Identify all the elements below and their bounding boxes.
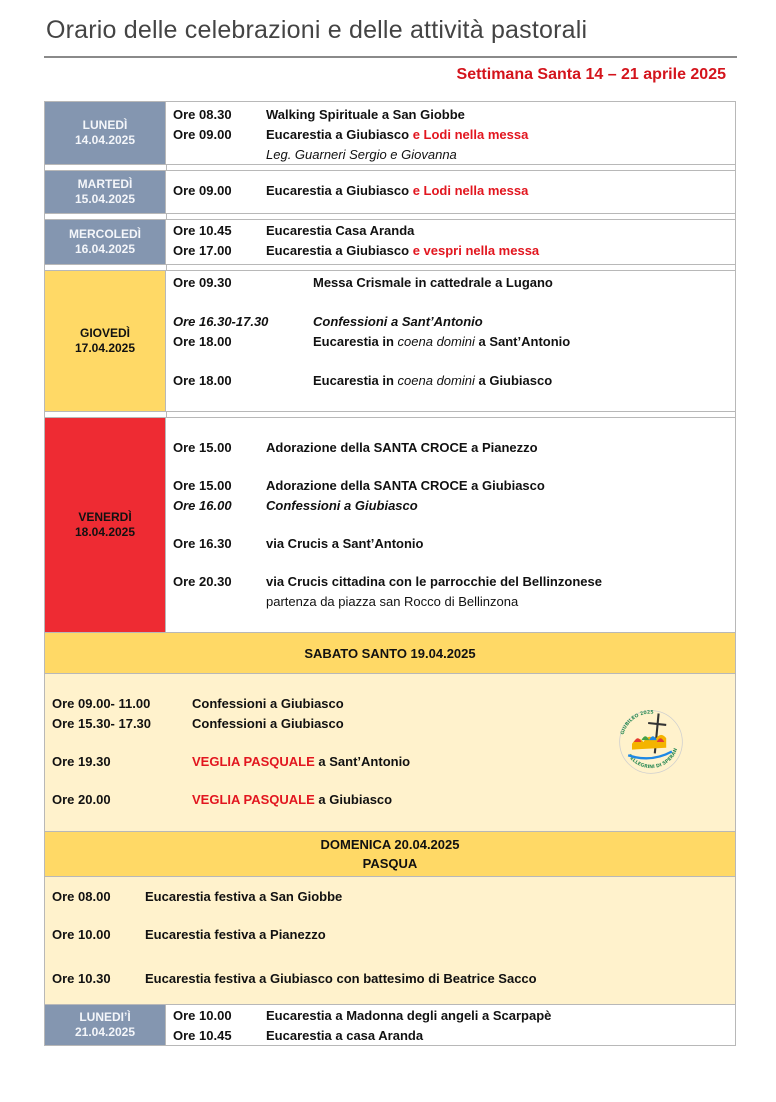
saturday-heading-cell [44, 632, 736, 673]
event-time: Ore 08.00 [52, 889, 111, 904]
event-desc-highlight: e Lodi nella messa [409, 127, 529, 142]
sunday-heading: DOMENICA 20.04.2025 [320, 837, 460, 852]
event-desc: Eucarestia festiva a Pianezzo [145, 927, 326, 942]
event-row [173, 1026, 735, 1046]
day-cell-thursday [45, 271, 165, 411]
event-row [173, 241, 735, 261]
title-divider [44, 56, 737, 58]
event-note: partenza da piazza san Rocco di Bellinzona [266, 594, 519, 609]
event-time: Ore 20.00 [52, 792, 111, 807]
event-row [173, 534, 735, 554]
event-desc: via Crucis a Sant’Antonio [266, 536, 424, 551]
event-row [173, 592, 735, 612]
event-row [52, 925, 326, 945]
day-date: 18.04.2025 [74, 525, 136, 539]
week-subtitle: Settimana Santa 14 – 21 aprile 2025 [456, 66, 726, 83]
event-desc-part: a Sant’Antonio [474, 334, 571, 349]
event-desc: Adorazione della SANTA CROCE a Pianezzo [266, 440, 538, 455]
event-desc: Eucarestia Casa Aranda [266, 223, 415, 238]
event-desc: Adorazione della SANTA CROCE a Giubiasco [266, 478, 545, 493]
event-desc: Eucarestia a casa Aranda [266, 1028, 424, 1043]
event-row [173, 476, 735, 496]
event-desc-italic: coena domini [397, 334, 475, 349]
day-row-friday [44, 417, 736, 632]
event-row [52, 969, 537, 989]
event-desc [266, 181, 735, 201]
event-desc [266, 125, 735, 145]
event-desc: Confessioni a Giubiasco [266, 498, 418, 513]
event-desc [192, 752, 410, 772]
event-desc: via Crucis cittadina con le parrocchie del Bellinzonese [266, 574, 602, 589]
day-date: 14.04.2025 [74, 133, 136, 147]
event-desc: Confessioni a Sant’Antonio [313, 314, 483, 329]
events-tuesday [165, 171, 735, 213]
day-name: MARTEDÌ [77, 177, 133, 191]
schedule-table [44, 101, 736, 1046]
event-row [173, 273, 735, 293]
event-desc-italic: coena domini [397, 373, 475, 388]
event-row [173, 181, 735, 201]
event-time: Ore 09.30 [173, 275, 232, 290]
events-friday [165, 418, 735, 632]
event-time: Ore 10.00 [52, 927, 111, 942]
event-desc: Walking Spirituale a San Giobbe [266, 107, 465, 122]
day-date: 16.04.2025 [74, 242, 136, 256]
event-desc-highlight: VEGLIA PASQUALE [192, 754, 315, 769]
event-row [173, 572, 735, 592]
event-row [173, 496, 735, 516]
event-row [173, 312, 735, 332]
event-desc [192, 790, 392, 810]
day-row-monday [44, 101, 736, 164]
event-note: Leg. Guarneri Sergio e Giovanna [266, 147, 457, 162]
event-desc-highlight: e Lodi nella messa [409, 183, 529, 198]
events-wednesday [165, 220, 735, 264]
event-row [173, 125, 735, 145]
event-row [173, 221, 735, 241]
day-row-thursday [44, 270, 736, 411]
event-desc-main: Eucarestia a Giubiasco [266, 243, 410, 258]
event-desc-highlight: e vespri nella messa [409, 243, 540, 258]
event-time: Ore 18.00 [173, 373, 232, 388]
day-name: LUNEDI’Ì [79, 1010, 131, 1024]
day-row-tuesday [44, 170, 736, 213]
event-desc-highlight: VEGLIA PASQUALE [192, 792, 315, 807]
day-date: 15.04.2025 [74, 192, 136, 206]
event-time: Ore 08.30 [173, 107, 232, 122]
event-time: Ore 16.30 [173, 536, 232, 551]
day-name: MERCOLEDÌ [69, 227, 141, 241]
day-cell-monday [45, 102, 165, 164]
event-time: Ore 15.00 [173, 478, 232, 493]
event-desc [313, 332, 735, 352]
event-desc: Confessioni a Giubiasco [192, 696, 344, 711]
event-desc-part: Eucarestia in [313, 334, 398, 349]
day-cell-easter-monday [45, 1005, 165, 1045]
events-thursday [165, 271, 735, 411]
event-row [52, 887, 342, 907]
event-time: Ore 10.30 [52, 971, 111, 986]
event-desc: Eucarestia festiva a Giubiasco con battesimo di Beatrice Sacco [145, 971, 537, 986]
day-row-easter-monday [44, 1004, 736, 1046]
event-time: Ore 16.00 [173, 498, 232, 513]
event-desc-main: a Sant’Antonio [314, 754, 411, 769]
event-row [52, 790, 392, 810]
event-row [173, 438, 735, 458]
event-row [173, 371, 735, 391]
event-time: Ore 18.00 [173, 334, 232, 349]
event-row [173, 332, 735, 352]
logo-text-bottom: PELLEGRINI DI SPERAN [626, 747, 680, 771]
day-cell-friday [45, 418, 165, 632]
events-monday [165, 102, 735, 164]
event-time: Ore 17.00 [173, 243, 232, 258]
sunday-heading-cell [44, 831, 736, 876]
event-time: Ore 10.45 [173, 1028, 232, 1043]
event-desc-main: Eucarestia a Giubiasco [266, 127, 410, 142]
event-time: Ore 16.30-17.30 [173, 314, 269, 329]
event-time: Ore 10.00 [173, 1008, 232, 1023]
event-time: Ore 15.00 [173, 440, 232, 455]
event-time: Ore 10.45 [173, 223, 232, 238]
day-name: VENERDÌ [78, 510, 132, 524]
events-easter-monday [165, 1005, 735, 1045]
saturday-events [44, 673, 736, 831]
day-date: 21.04.2025 [74, 1025, 136, 1039]
day-row-wednesday [44, 219, 736, 264]
event-row [173, 1006, 735, 1026]
event-row [52, 752, 410, 772]
day-name: GIOVEDÌ [79, 326, 130, 340]
event-desc-part: Eucarestia in [313, 373, 398, 388]
day-name: LUNEDÌ [82, 118, 128, 132]
event-desc: Messa Crismale in cattedrale a Lugano [313, 275, 553, 290]
event-desc [266, 241, 735, 261]
event-row [52, 714, 344, 734]
event-time: Ore 19.30 [52, 754, 111, 769]
event-time: Ore 20.30 [173, 574, 232, 589]
event-row [52, 694, 344, 714]
sunday-events [44, 876, 736, 1004]
event-desc: Confessioni a Giubiasco [192, 716, 344, 731]
event-desc [313, 371, 735, 391]
day-date: 17.04.2025 [74, 341, 136, 355]
logo-text-top: GIUBILEO 2025 [620, 710, 654, 736]
event-time: Ore 09.00 [173, 183, 232, 198]
event-time: Ore 15.30- 17.30 [52, 716, 152, 731]
event-desc: Eucarestia a Madonna degli angeli a Scarpapè [266, 1008, 552, 1023]
event-desc-part: a Giubiasco [474, 373, 553, 388]
day-cell-tuesday [45, 171, 165, 213]
event-time: Ore 09.00- 11.00 [52, 696, 151, 711]
saturday-heading: SABATO SANTO 19.04.2025 [304, 645, 476, 661]
event-row [173, 145, 735, 165]
event-row [173, 105, 735, 125]
jubilee-logo-icon [613, 704, 689, 780]
day-cell-wednesday [45, 220, 165, 264]
event-desc: Eucarestia festiva a San Giobbe [145, 889, 343, 904]
sunday-subheading: PASQUA [362, 856, 418, 871]
event-desc-main: Eucarestia a Giubiasco [266, 183, 410, 198]
event-desc-main: a Giubiasco [314, 792, 393, 807]
page-title: Orario delle celebrazioni e delle attività pastorali [46, 16, 588, 44]
event-time: Ore 09.00 [173, 127, 232, 142]
